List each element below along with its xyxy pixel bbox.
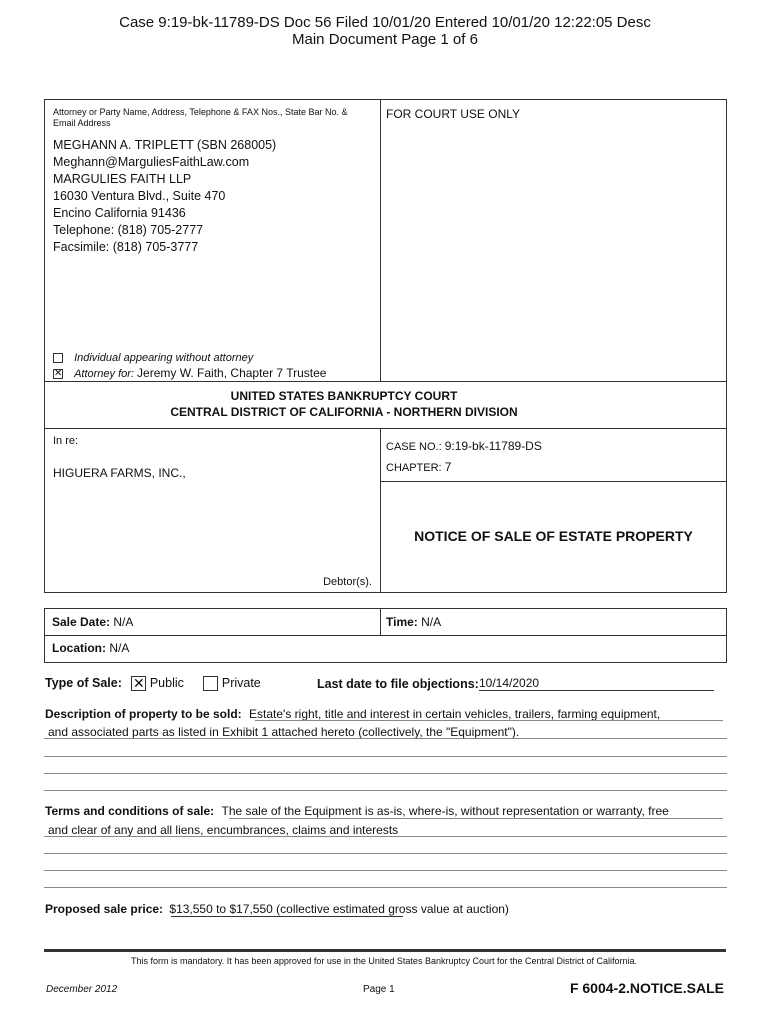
description-underline	[44, 738, 727, 739]
objection-label: Last date to file objections:	[317, 677, 479, 691]
footer-mandatory-text: This form is mandatory. It has been approved for use in the United States Bankruptcy Court for the Central District of California.	[130, 956, 638, 966]
type-of-sale-label: Type of Sale:	[45, 676, 122, 690]
divider	[380, 99, 381, 382]
blank-line	[44, 790, 727, 791]
divider	[380, 428, 381, 593]
terms-underline	[44, 836, 727, 837]
sale-time-row	[386, 615, 441, 629]
attorney-box-label: Attorney or Party Name, Address, Telephone & FAX Nos., State Bar No. & Email Address	[53, 107, 348, 128]
debtor-name: HIGUERA FARMS, INC.,	[53, 466, 186, 480]
attorney-for-label: Attorney for:	[74, 368, 134, 380]
footer-date: December 2012	[46, 984, 118, 995]
blank-line	[44, 773, 727, 774]
terms-label: Terms and conditions of sale:	[45, 804, 215, 818]
attorney-line: Encino California 91436	[53, 206, 186, 220]
divider	[44, 635, 727, 636]
attorney-line: Meghann@MarguliesFaithLaw.com	[53, 155, 250, 169]
description-label: Description of property to be sold:	[45, 707, 242, 721]
sale-date-label: Sale Date:	[52, 615, 111, 629]
attorney-for-row	[53, 366, 326, 380]
location-value: N/A	[109, 641, 130, 655]
divider	[380, 481, 727, 482]
case-number-value: 9:19-bk-11789-DS	[444, 439, 542, 453]
blank-line	[44, 870, 727, 871]
objection-date: 10/14/2020	[479, 676, 540, 690]
blank-line	[44, 853, 727, 854]
case-number-label: CASE NO.:	[386, 441, 442, 453]
sale-date-value: N/A	[113, 615, 134, 629]
location-row	[52, 641, 129, 655]
objection-underline	[479, 690, 714, 691]
sale-time-label: Time:	[386, 615, 418, 629]
footer-rule	[44, 949, 726, 952]
chapter-row	[386, 460, 451, 474]
sale-date-row	[52, 615, 133, 629]
blank-line	[44, 756, 727, 757]
individual-checkbox-label: Individual appearing without attorney	[74, 352, 254, 364]
document-header-line1: Case 9:19-bk-11789-DS Doc 56 Filed 10/01/20 Entered 10/01/20 12:22:05 Desc	[119, 14, 651, 31]
footer-form-id: F 6004-2.NOTICE.SALE	[569, 980, 724, 996]
terms-line2: and clear of any and all liens, encumbrances, claims and interests	[48, 823, 399, 837]
divider	[380, 608, 381, 636]
description-line1: Estate's right, title and interest in certain vehicles, trailers, farming equipment,	[249, 707, 661, 721]
terms-underline	[229, 818, 723, 819]
document-header-line2: Main Document Page 1 of 6	[292, 31, 478, 48]
price-underline	[171, 916, 403, 917]
description-line2: and associated parts as listed in Exhibit 1 attached hereto (collectively, the "Equipment").	[48, 725, 520, 739]
price-label: Proposed sale price:	[45, 902, 164, 916]
price-value: $13,550 to $17,550 (collective estimated gross value at auction)	[169, 902, 509, 916]
objection-date-field	[479, 676, 714, 690]
price-row	[45, 902, 509, 916]
attorney-address-block	[53, 137, 373, 256]
chapter-value: 7	[444, 460, 452, 474]
attorney-line: Telephone: (818) 705-2777	[53, 223, 204, 237]
notice-title: NOTICE OF SALE OF ESTATE PROPERTY	[414, 528, 693, 544]
public-label: Public	[149, 676, 184, 690]
terms-line1-row	[45, 804, 669, 818]
attorney-line: Facsimile: (818) 705-3777	[53, 240, 199, 254]
private-checkbox[interactable]	[203, 676, 218, 691]
sale-time-value: N/A	[421, 615, 442, 629]
description-underline	[255, 720, 723, 721]
description-line1-row	[45, 707, 660, 721]
terms-line1: The sale of the Equipment is as-is, where-is, without representation or warranty, free	[221, 804, 669, 818]
attorney-line: MEGHANN A. TRIPLETT (SBN 268005)	[53, 138, 277, 152]
attorney-for-checkbox[interactable]: ✕	[54, 368, 63, 380]
chapter-label: CHAPTER:	[386, 462, 442, 474]
individual-checkbox-row	[53, 352, 253, 364]
attorney-line: 16030 Ventura Blvd., Suite 470	[53, 189, 226, 203]
debtor-label: Debtor(s).	[323, 576, 372, 588]
blank-line	[44, 887, 727, 888]
attorney-line: MARGULIES FAITH LLP	[53, 172, 192, 186]
individual-checkbox[interactable]	[53, 353, 63, 363]
attorney-for-value: Jeremy W. Faith, Chapter 7 Trustee	[137, 366, 327, 380]
court-name-line2: CENTRAL DISTRICT OF CALIFORNIA - NORTHERN DIVISION	[170, 405, 518, 419]
type-of-sale-row	[45, 676, 261, 691]
court-use-label: FOR COURT USE ONLY	[386, 107, 521, 121]
footer-page: Page 1	[363, 984, 395, 995]
private-label: Private	[221, 676, 261, 690]
location-label: Location:	[52, 641, 106, 655]
case-number-row	[386, 439, 542, 453]
public-checkbox[interactable]: ✕	[132, 675, 145, 692]
court-name-line1: UNITED STATES BANKRUPTCY COURT	[230, 389, 458, 403]
in-re-label: In re:	[53, 435, 79, 447]
